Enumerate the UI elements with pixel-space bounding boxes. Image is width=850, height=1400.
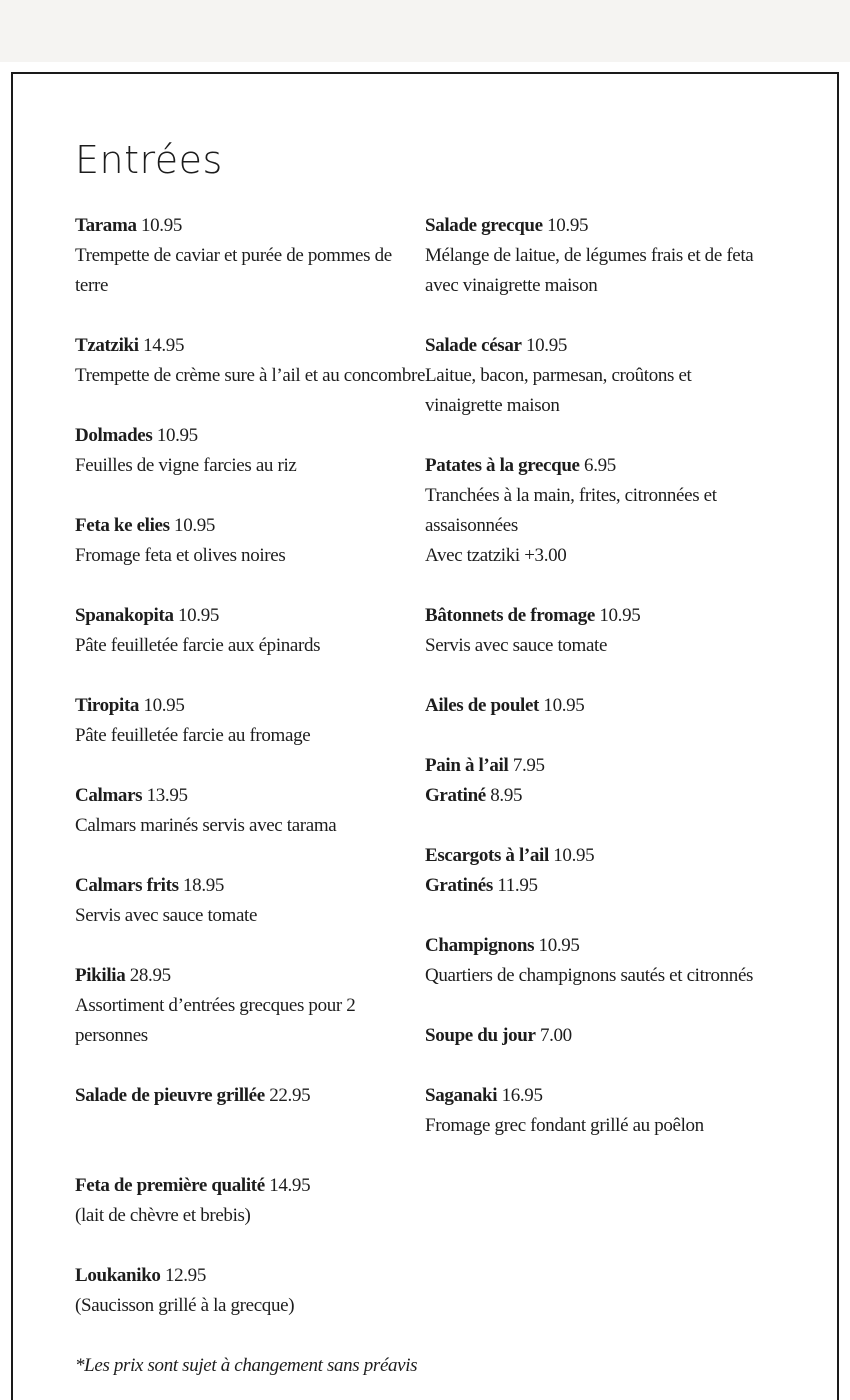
item-price: 16.95 [497, 1085, 543, 1106]
item-name: Champignons [425, 935, 535, 956]
item-name: Loukaniko [75, 1265, 161, 1286]
item-name: Spanakopita [75, 605, 174, 626]
item-description-line: Calmars marinés servis avec tarama [75, 815, 337, 836]
item-description-line: Fromage feta et olives noires [75, 545, 286, 566]
item-description-line: Assortiment d’entrées grecques pour 2 [75, 995, 356, 1016]
item-name: Calmars frits [75, 875, 179, 896]
item-title-line [425, 931, 815, 961]
item-description-line: Fromage grec fondant grillé au poêlon [425, 1115, 704, 1136]
item-title-line [75, 421, 425, 451]
item-name: Tarama [75, 215, 137, 236]
item-description-line: Laitue, bacon, parmesan, croûtons et [425, 365, 692, 386]
item-title-line [425, 781, 815, 811]
item-price: 10.95 [173, 605, 219, 626]
item-name: Calmars [75, 785, 143, 806]
item-name: Feta ke elies [75, 515, 170, 536]
item-price: 6.95 [579, 455, 616, 476]
item-description-line: (lait de chèvre et brebis) [75, 1205, 251, 1226]
item-price: 14.95 [138, 335, 185, 356]
menu-column-right [425, 211, 815, 1171]
item-title-line [75, 601, 425, 631]
item-name: Pain à l’ail [425, 755, 509, 776]
item-price: 10.95 [594, 605, 641, 626]
menu-item [425, 601, 815, 661]
item-title-line [425, 751, 815, 781]
menu-item [425, 691, 815, 721]
menu-item [425, 841, 815, 901]
item-title-line [425, 601, 815, 631]
item-name: Pikilia [75, 965, 126, 986]
item-title-line [75, 1171, 425, 1201]
item-description-line: Mélange de laitue, de légumes frais et de feta [425, 245, 754, 266]
menu-item [425, 1021, 815, 1051]
item-name: Bâtonnets de fromage [425, 605, 595, 626]
menu-columns [75, 211, 823, 1351]
menu-item [425, 211, 815, 301]
item-name: Salade de pieuvre grillée [75, 1085, 265, 1106]
item-name: Dolmades [75, 425, 153, 446]
menu-item [425, 1081, 815, 1141]
item-price: 10.95 [169, 515, 216, 536]
item-title-line [75, 511, 425, 541]
item-description-line: (Saucisson grillé à la grecque) [75, 1295, 295, 1316]
item-description-line: vinaigrette maison [425, 395, 560, 416]
item-name: Feta de première qualité [75, 1175, 265, 1196]
item-title-line [75, 1261, 425, 1291]
item-title-line [425, 211, 815, 241]
item-name: Escargots à l’ail [425, 845, 549, 866]
menu-page [11, 72, 839, 1400]
item-name: Salade grecque [425, 215, 543, 236]
menu-item [75, 961, 425, 1051]
menu-item [75, 211, 425, 301]
item-title-line [75, 781, 425, 811]
item-title-line [425, 841, 815, 871]
item-price: 7.95 [508, 755, 545, 776]
item-name: Tiropita [75, 695, 140, 716]
item-description-line: Avec tzatziki +3.00 [425, 545, 567, 566]
item-price: 10.95 [539, 695, 585, 716]
item-description-line: Tranchées à la main, frites, citronnées et [425, 485, 717, 506]
item-description-line: avec vinaigrette maison [425, 275, 598, 296]
item-price: 10.95 [136, 215, 182, 236]
item-description-line: personnes [75, 1025, 148, 1046]
item-description-line: Feuilles de vigne farcies au riz [75, 455, 297, 476]
item-description-line: Servis avec sauce tomate [425, 635, 608, 656]
item-title-line [75, 211, 425, 241]
item-title-line [425, 1081, 815, 1111]
item-title-line [425, 691, 815, 721]
item-price: 14.95 [264, 1175, 311, 1196]
menu-item [425, 331, 815, 421]
menu-item [75, 331, 425, 391]
item-title-line [425, 1021, 815, 1051]
item-title-line [75, 961, 425, 991]
menu-item [75, 601, 425, 661]
item-title-line [75, 1081, 425, 1111]
menu-column-left [75, 211, 425, 1351]
item-name: Saganaki [425, 1085, 498, 1106]
item-price: 10.95 [548, 845, 595, 866]
item-description-line: terre [75, 275, 109, 296]
item-title-line [425, 871, 815, 901]
item-description-line: Trempette de crème sure à l’ail et au concombre [75, 365, 426, 386]
item-name: Patates à la grecque [425, 455, 580, 476]
item-price: 22.95 [264, 1085, 311, 1106]
menu-item [425, 751, 815, 811]
menu-item [425, 451, 815, 571]
item-description-line: Trempette de caviar et purée de pommes de [75, 245, 392, 266]
menu-item [75, 781, 425, 841]
item-price: 7.00 [535, 1025, 572, 1046]
item-description-line: Servis avec sauce tomate [75, 905, 258, 926]
item-title-line [75, 871, 425, 901]
item-description-line: Pâte feuilletée farcie au fromage [75, 725, 311, 746]
item-price: 12.95 [160, 1265, 206, 1286]
menu-item [75, 511, 425, 571]
menu-item [75, 1171, 425, 1231]
item-name: Ailes de poulet [425, 695, 540, 716]
item-name: Gratiné [425, 785, 486, 806]
item-name: Tzatziki [75, 335, 139, 356]
item-description-line: Pâte feuilletée farcie aux épinards [75, 635, 321, 656]
item-description-line: assaisonnées [425, 515, 518, 536]
item-price: 28.95 [125, 965, 171, 986]
item-title-line [425, 331, 815, 361]
price-disclaimer: *Les prix sont sujet à changement sans préavis [75, 1355, 418, 1376]
item-title-line [75, 331, 425, 361]
top-band [0, 0, 850, 62]
item-name: Salade césar [425, 335, 522, 356]
item-price: 11.95 [492, 875, 538, 896]
menu-item [75, 1261, 425, 1321]
menu-item [75, 1081, 425, 1111]
menu-item [75, 871, 425, 931]
item-price: 10.95 [521, 335, 567, 356]
item-price: 18.95 [178, 875, 225, 896]
menu-item [75, 421, 425, 481]
item-price: 10.95 [542, 215, 589, 236]
menu-item [75, 691, 425, 751]
item-description-line: Quartiers de champignons sautés et citronnés [425, 965, 754, 986]
page-title: Entrées [75, 138, 223, 182]
item-title-line [425, 451, 815, 481]
item-price: 10.95 [534, 935, 580, 956]
item-title-line [75, 691, 425, 721]
item-price: 10.95 [152, 425, 198, 446]
menu-item [425, 931, 815, 991]
item-name: Gratinés [425, 875, 493, 896]
item-name: Soupe du jour [425, 1025, 536, 1046]
item-price: 13.95 [142, 785, 188, 806]
item-price: 8.95 [485, 785, 523, 806]
item-price: 10.95 [139, 695, 185, 716]
